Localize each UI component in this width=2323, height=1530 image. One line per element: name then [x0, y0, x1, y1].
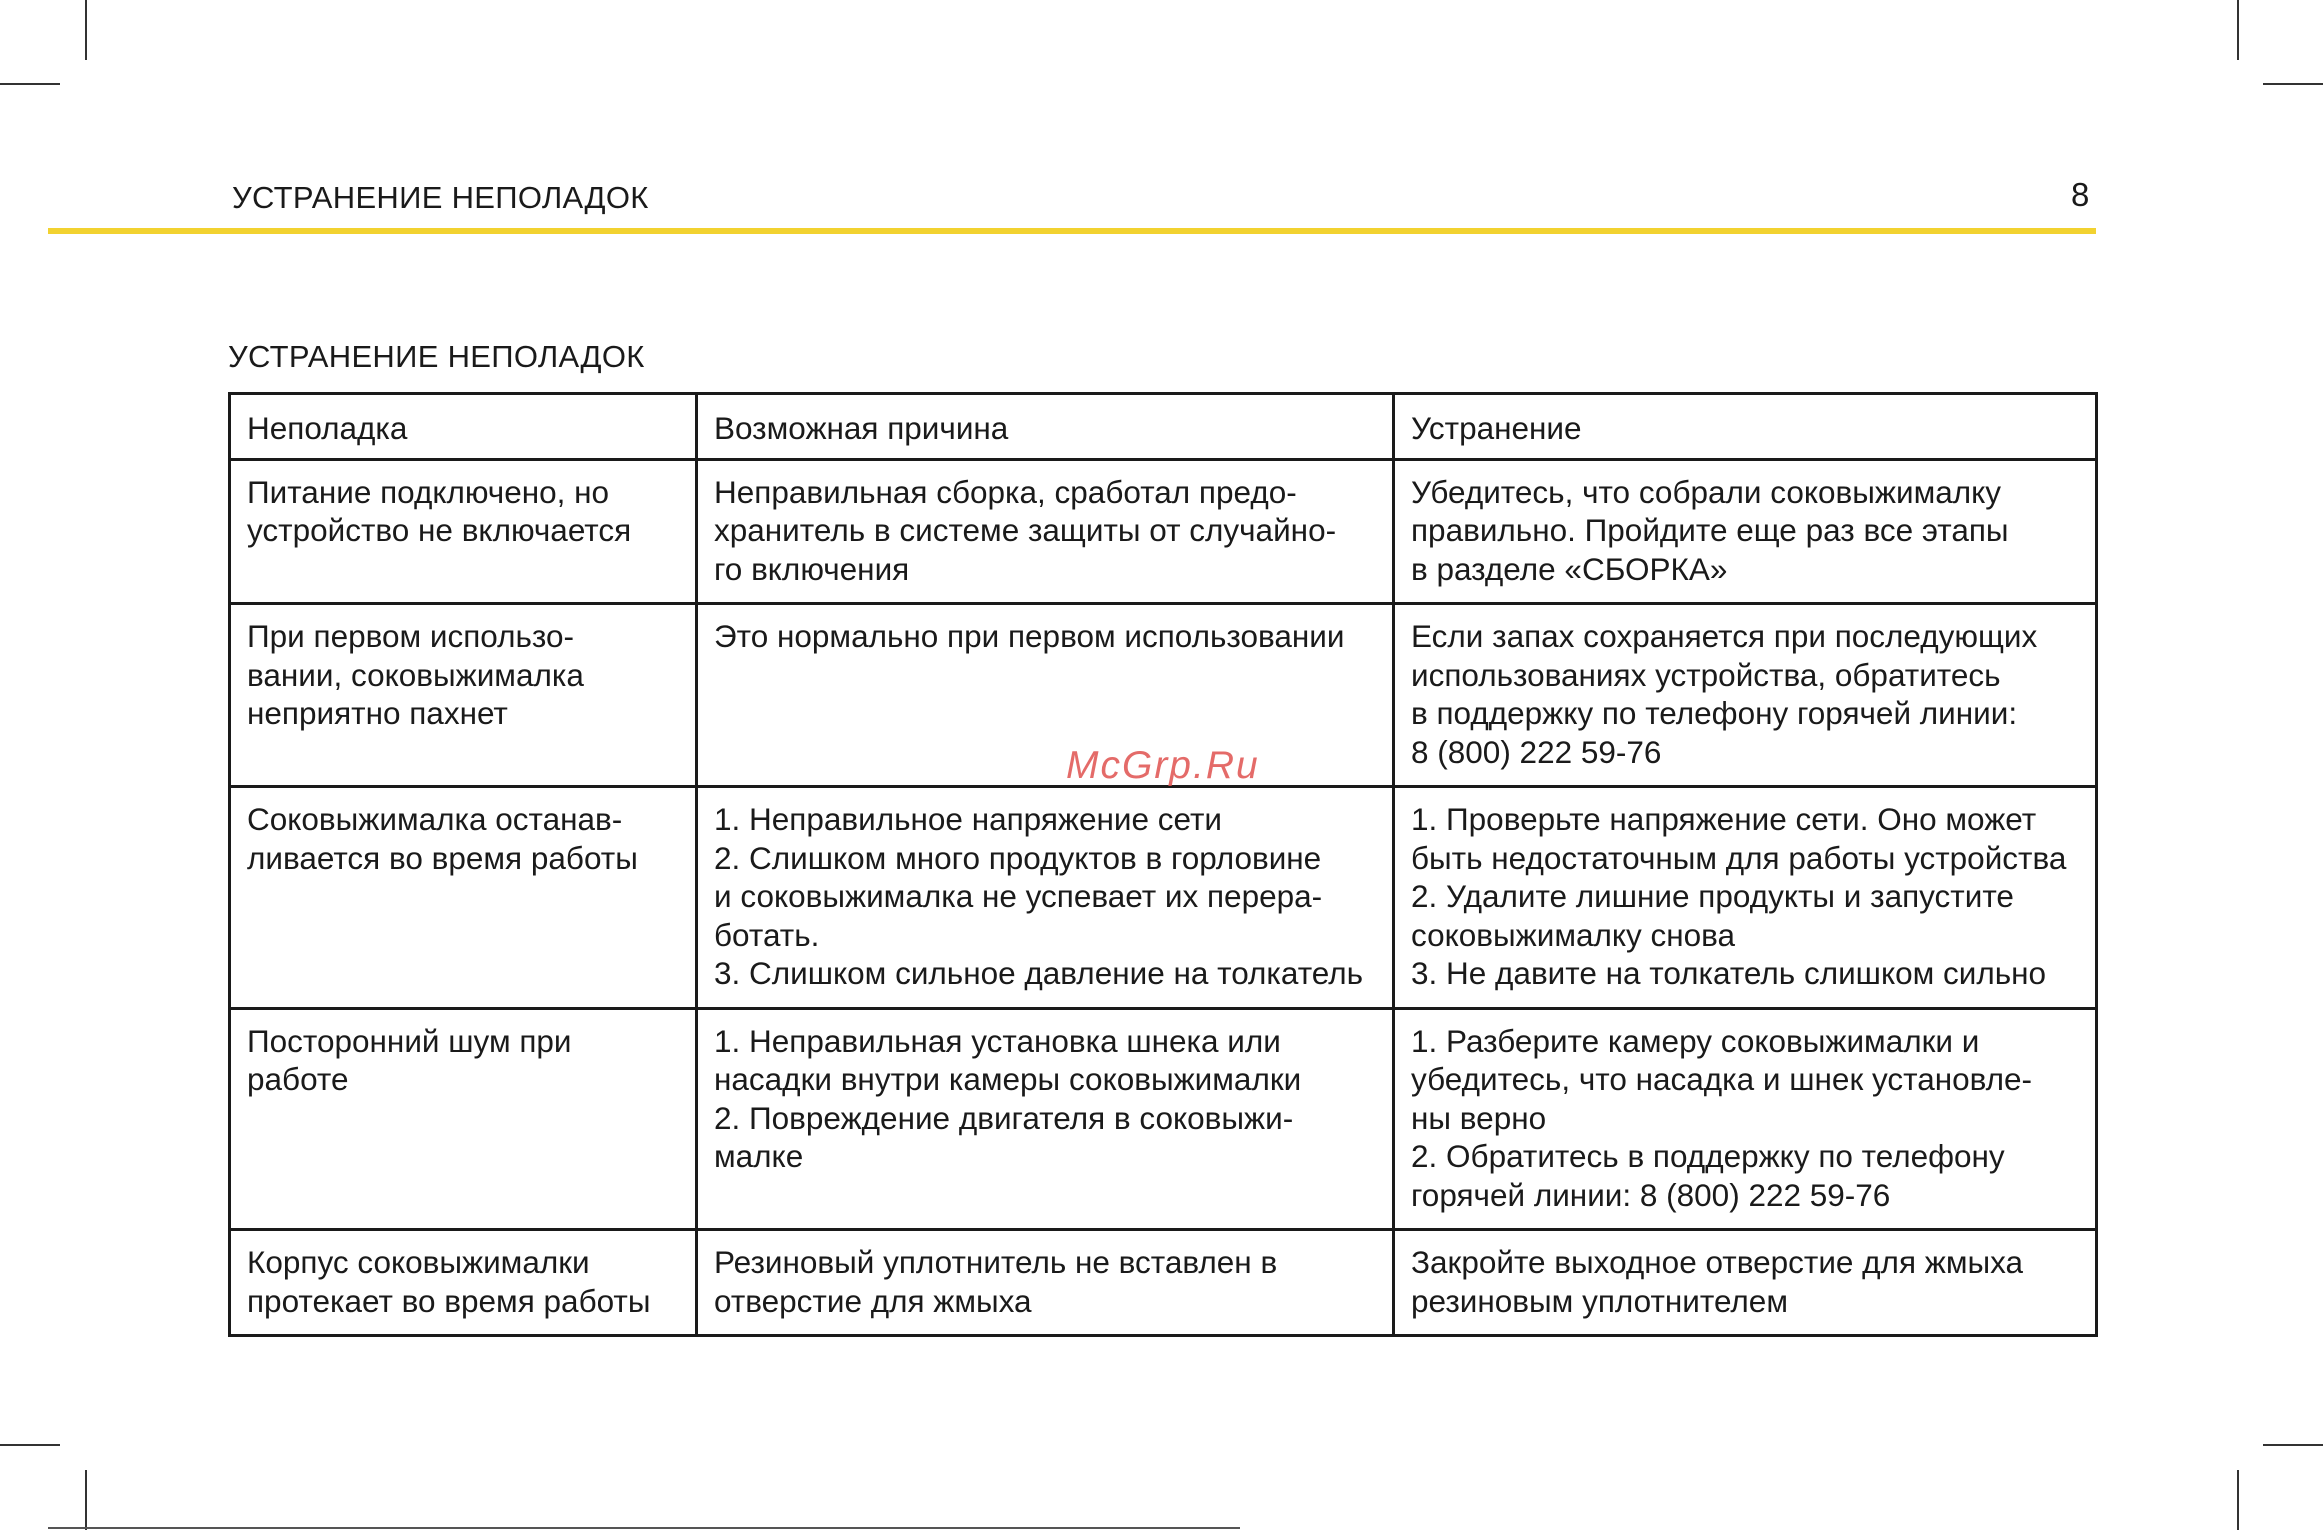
- cell-cause: [697, 459, 1394, 604]
- cell-problem: [230, 787, 697, 1009]
- cell-text-line: 3. Не давите на толкатель слишком сильно: [1411, 955, 2047, 991]
- crop-mark: [0, 83, 60, 85]
- cell-cause: [697, 1008, 1394, 1230]
- cell-text-line: использованиях устройства, обратитесь: [1411, 656, 2001, 693]
- column-header-cause: Возможная причина: [697, 394, 1394, 460]
- cell-text-line: протекает во время работы: [247, 1282, 651, 1319]
- table-row: [230, 1008, 2097, 1230]
- section-title: УСТРАНЕНИЕ НЕПОЛАДОК: [228, 339, 645, 374]
- cell-solution: [1394, 604, 2097, 787]
- crop-mark: [85, 1470, 87, 1530]
- cell-text-line: го включения: [714, 550, 910, 587]
- cell-text-line: 2. Удалите лишние продукты и запустите: [1411, 878, 2014, 914]
- crop-mark: [85, 0, 87, 60]
- cell-problem: [230, 604, 697, 787]
- cell-cause: [697, 1230, 1394, 1336]
- cell-text-line: хранитель в системе защиты от случайно-: [714, 512, 1337, 548]
- cell-text-line: ботать.: [714, 916, 820, 953]
- cell-text-line: быть недостаточным для работы устройства: [1411, 839, 2067, 876]
- cell-problem: [230, 1008, 697, 1230]
- cell-text-line: резиновым уплотнителем: [1411, 1282, 1788, 1319]
- crop-mark: [2263, 83, 2323, 85]
- table-row: [230, 1230, 2097, 1336]
- cell-text-line: устройство не включается: [247, 512, 632, 548]
- cell-text-line: Убедитесь, что собрали соковыжималку: [1411, 473, 2002, 510]
- cell-text-line: в поддержку по телефону горячей линии:: [1411, 695, 2018, 731]
- cell-text-line: 2. Повреждение двигателя в соковыжи-: [714, 1099, 1294, 1136]
- cell-text-line: в разделе «СБОРКА»: [1411, 550, 1728, 587]
- table-row: [230, 787, 2097, 1009]
- cell-text-line: ны верно: [1411, 1099, 1547, 1136]
- cell-text-line: 1. Проверьте напряжение сети. Оно может: [1411, 801, 2037, 837]
- cell-text-line: малке: [714, 1138, 804, 1174]
- crop-mark: [2237, 1470, 2239, 1530]
- cell-text-line: 2. Обратитесь в поддержку по телефону: [1411, 1138, 2005, 1174]
- column-header-solution: Устранение: [1394, 394, 2097, 460]
- cell-text-line: Питание подключено, но: [247, 473, 610, 510]
- cell-text-line: 2. Слишком много продуктов в горловине: [714, 839, 1322, 876]
- cell-text-line: Неправильная сборка, сработал предо-: [714, 473, 1297, 510]
- cell-solution: [1394, 787, 2097, 1009]
- cell-problem: [230, 459, 697, 604]
- column-header-problem: Неполадка: [230, 394, 697, 460]
- watermark: McGrp.Ru: [1066, 744, 1260, 787]
- cell-problem: [230, 1230, 697, 1336]
- cell-text-line: Резиновый уплотнитель не вставлен в: [714, 1244, 1278, 1280]
- cell-cause: [697, 787, 1394, 1009]
- header-rule: [48, 228, 2096, 234]
- footer-line: [48, 1527, 1240, 1529]
- cell-text-line: 1. Неправильная установка шнека или: [714, 1022, 1281, 1059]
- cell-solution: [1394, 1008, 2097, 1230]
- cell-text-line: ливается во время работы: [247, 839, 638, 876]
- cell-text-line: Если запах сохраняется при последующих: [1411, 618, 2038, 654]
- table-header-row: [230, 394, 2097, 460]
- cell-text-line: Соковыжималка останав-: [247, 801, 623, 837]
- cell-text-line: Закройте выходное отверстие для жмыха: [1411, 1244, 2024, 1280]
- cell-text-line: работе: [247, 1061, 349, 1097]
- cell-text-line: убедитесь, что насадка и шнек установле-: [1411, 1061, 2033, 1097]
- cell-text-line: 8 (800) 222 59-76: [1411, 733, 1662, 770]
- cell-text-line: При первом использо-: [247, 618, 575, 654]
- cell-text-line: Посторонний шум при: [247, 1022, 572, 1059]
- cell-text-line: насадки внутри камеры соковыжималки: [714, 1061, 1302, 1097]
- header-title: УСТРАНЕНИЕ НЕПОЛАДОК: [232, 180, 649, 215]
- cell-text-line: горячей линии: 8 (800) 222 59-76: [1411, 1176, 1891, 1213]
- cell-text-line: соковыжималку снова: [1411, 916, 1736, 953]
- cell-text-line: вании, соковыжималка: [247, 656, 584, 693]
- crop-mark: [2263, 1444, 2323, 1446]
- cell-text-line: 1. Неправильное напряжение сети: [714, 801, 1222, 837]
- page-number: 8: [2071, 176, 2090, 213]
- troubleshooting-table: [228, 392, 2098, 1337]
- cell-text-line: Корпус соковыжималки: [247, 1244, 590, 1280]
- cell-text-line: 1. Разберите камеру соковыжималки и: [1411, 1022, 1980, 1059]
- cell-cause: [697, 604, 1394, 787]
- crop-mark: [2237, 0, 2239, 60]
- cell-text-line: неприятно пахнет: [247, 695, 508, 731]
- cell-text-line: и соковыжималка не успевает их перера-: [714, 878, 1323, 914]
- cell-text-line: Это нормально при первом использовании: [714, 618, 1345, 654]
- table-row: [230, 459, 2097, 604]
- cell-solution: [1394, 1230, 2097, 1336]
- cell-text-line: отверстие для жмыха: [714, 1282, 1032, 1319]
- cell-solution: [1394, 459, 2097, 604]
- crop-mark: [0, 1444, 60, 1446]
- cell-text-line: 3. Слишком сильное давление на толкатель: [714, 955, 1364, 991]
- cell-text-line: правильно. Пройдите еще раз все этапы: [1411, 512, 2009, 548]
